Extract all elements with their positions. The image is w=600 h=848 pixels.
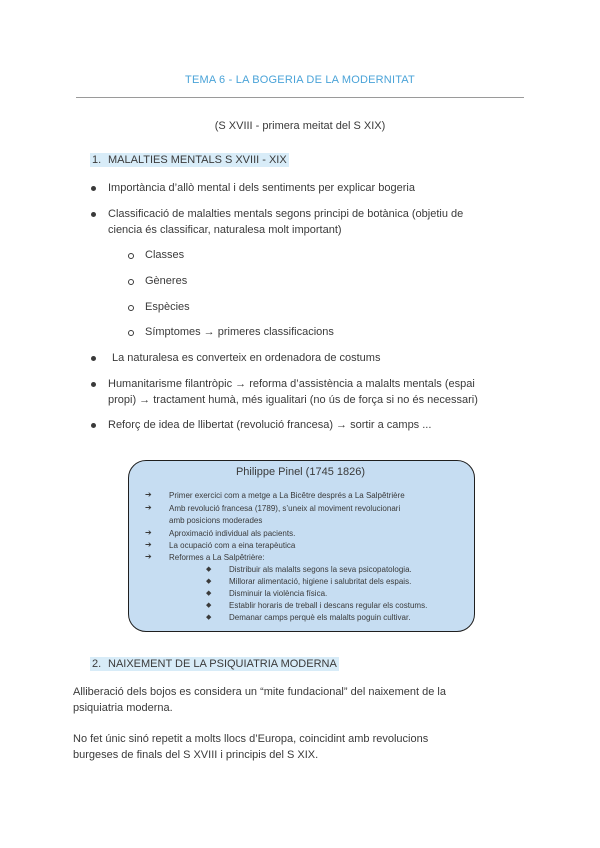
document-subtitle: (S XVIII - primera meitat del S XIX): [214, 120, 386, 132]
pinel-box-title: Philippe Pinel (1745 1826): [235, 466, 366, 478]
list-item: La naturalesa es converteix en ordenadora de costums: [112, 352, 381, 364]
list-item: Humanitarisme filantròpic → reforma d’assistència a malalts mentals (espai: [108, 378, 475, 390]
title-divider: [76, 97, 524, 98]
document-title: TEMA 6 - LA BOGERIA DE LA MODERNITAT: [185, 74, 415, 86]
arrow-icon: ➔: [145, 503, 152, 512]
section-2-heading: [90, 654, 339, 672]
section-1-number: 1.: [92, 154, 102, 166]
box-sub-item: Millorar alimentació, higiene i salubritat dels espais.: [229, 577, 412, 586]
bullet-icon: [91, 423, 96, 428]
bullet-icon: [91, 186, 96, 191]
sub-list-item: Gèneres: [145, 275, 188, 287]
diamond-bullet-icon: ◆: [206, 602, 212, 609]
list-item-continuation: propi) → tractament humà, més igualitari (no ús de força si no és necessari): [108, 394, 478, 406]
section-1-heading: [90, 150, 289, 168]
bullet-icon: [91, 356, 96, 361]
box-item: Reformes a La Salpêtrière:: [169, 553, 265, 562]
box-item-continuation: amb posicions moderades: [169, 516, 263, 525]
list-item-continuation: ciencia és classificar, naturalesa molt important): [108, 224, 342, 236]
bullet-icon: [91, 212, 96, 217]
list-item: Classificació de malalties mentals segons principi de botànica (objetiu de: [108, 208, 464, 220]
paragraph-line: burgeses de finals del S XVIII i principis del S XIX.: [73, 749, 319, 761]
sub-bullet-icon: [128, 305, 134, 311]
section-2-title: NAIXEMENT DE LA PSIQUIATRIA MODERNA: [108, 658, 337, 670]
arrow-icon: ➔: [145, 490, 152, 499]
diamond-bullet-icon: ◆: [206, 590, 212, 597]
diamond-bullet-icon: ◆: [206, 566, 212, 573]
box-sub-item: Establir horaris de treball i descans regular els costums.: [229, 601, 428, 610]
box-item: Amb revolució francesa (1789), s’uneix al moviment revolucionari: [169, 504, 401, 513]
section-2-number: 2.: [92, 658, 102, 670]
section-1-title: MALALTIES MENTALS S XVIII - XIX: [108, 154, 287, 166]
bullet-icon: [91, 382, 96, 387]
box-sub-item: Demanar camps perquè els malalts poguin cultivar.: [229, 613, 411, 622]
arrow-icon: ➔: [145, 540, 152, 549]
diamond-bullet-icon: ◆: [206, 614, 212, 621]
box-sub-item: Distribuir als malalts segons la seva psicopatologia.: [229, 565, 412, 574]
sub-bullet-icon: [128, 279, 134, 285]
sub-list-item: Símptomes → primeres classificacions: [145, 326, 334, 338]
arrow-icon: ➔: [145, 552, 152, 561]
list-item: Importància d’allò mental i dels sentiments per explicar bogeria: [108, 182, 415, 194]
paragraph-line: psiquiatria moderna.: [73, 702, 173, 714]
sub-bullet-icon: [128, 330, 134, 336]
sub-list-item: Espècies: [145, 301, 190, 313]
box-item: La ocupació com a eina terapèutica: [169, 541, 296, 550]
list-item: Reforç de idea de llibertat (revolució francesa) → sortir a camps ...: [108, 419, 432, 431]
paragraph-line: Alliberació dels bojos es considera un “mite fundacional” del naixement de la: [73, 686, 446, 698]
arrow-icon: ➔: [145, 528, 152, 537]
box-item: Aproximació individual als pacients.: [169, 529, 296, 538]
sub-list-item: Classes: [145, 249, 185, 261]
box-item: Primer exercici com a metge a La Bicêtre després a La Salpêtrière: [169, 491, 405, 500]
paragraph-line: No fet únic sinó repetit a molts llocs d’Europa, coincidint amb revolucions: [73, 733, 429, 745]
box-sub-item: Disminuir la violència física.: [229, 589, 328, 598]
sub-bullet-icon: [128, 253, 134, 259]
diamond-bullet-icon: ◆: [206, 578, 212, 585]
